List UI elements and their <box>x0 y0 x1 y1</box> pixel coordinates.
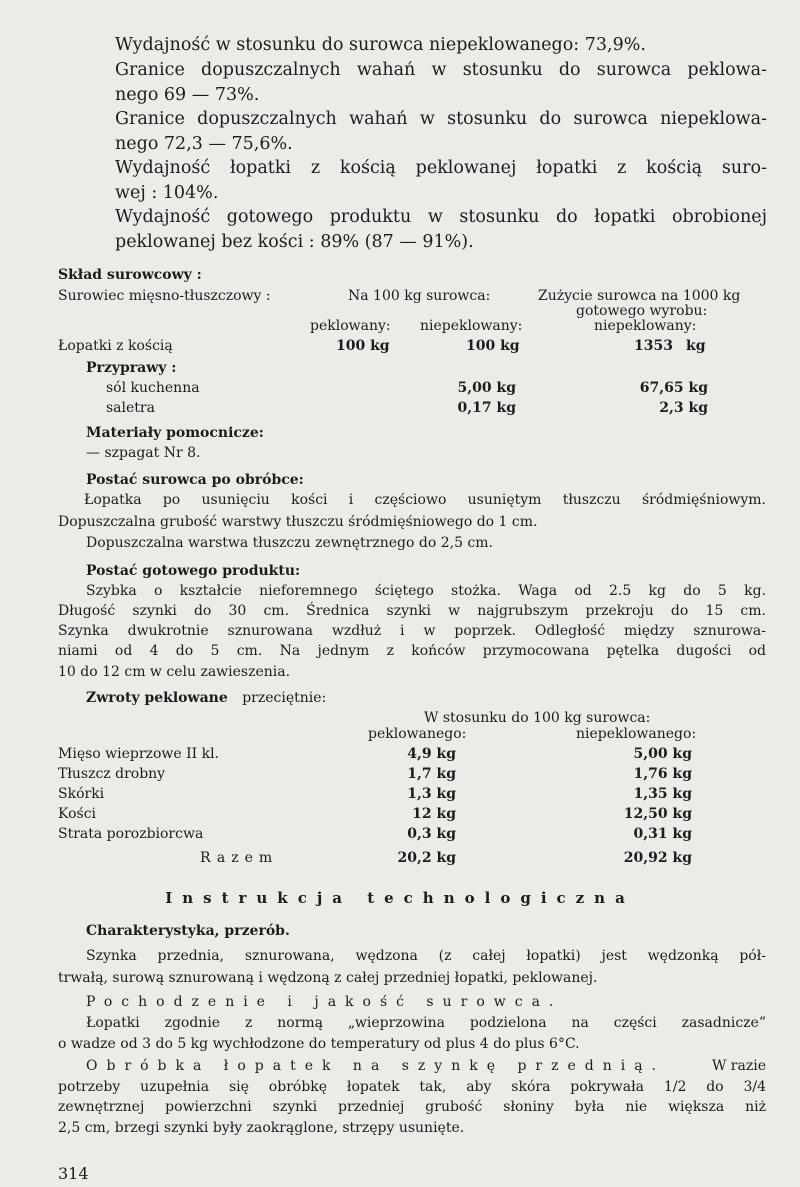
zwroty-row-niepek: 0,31 kg <box>633 826 692 842</box>
zwroty-row-name: Kości <box>58 806 97 822</box>
obrobka-line-2: Dopuszczalna grubość warstwy tłuszczu śródmięśniowego do 1 cm. <box>58 514 538 530</box>
pochodzenie-line-2: o wadze od 3 do 5 kg wychłodzone do temperatury od plus 4 do plus 6°C. <box>58 1036 580 1052</box>
zwroty-razem: Razem <box>200 850 279 866</box>
page-number: 314 <box>58 1164 89 1183</box>
zwroty-row-pek: 0,3 kg <box>407 826 456 842</box>
sklad-column-label: Surowiec mięsno-tłuszczowy : <box>58 288 271 304</box>
sklad-lopatki-niepek: 100 kg <box>466 338 520 354</box>
sklad-materialy: Materiały pomocnicze: <box>86 425 264 441</box>
zwroty-peklowanego: peklowanego: <box>368 726 467 742</box>
zwroty-niepeklowanego: niepeklowanego: <box>576 726 697 742</box>
intro-line-1: Wydajność w stosunku do surowca niepeklowanego: 73,9%. <box>115 35 646 55</box>
zwroty-row-name: Tłuszcz drobny <box>58 766 166 782</box>
sklad-sol-zuz: 67,65 kg <box>639 380 708 396</box>
obrobka-heading: Postać surowca po obróbce: <box>86 472 304 488</box>
produkt-line-4: niami od 4 do 5 cm. Na jednym z końców przymocowana pętelka dugości od <box>58 643 766 659</box>
intro-paragraph-4: Wydajność łopatki z kością peklowanej łopatki z kością suro- wej : 104%. <box>115 158 767 203</box>
zwroty-row-pek: 4,9 kg <box>407 746 456 762</box>
intro-paragraph-2: Granice dopuszczalnych wahań w stosunku do surowca peklowa- nego 69 — 73%. <box>115 60 767 105</box>
sklad-zuzycie-2: gotowego wyrobu: <box>576 303 708 319</box>
obrobka-line-3: Dopuszczalna warstwa tłuszczu zewnętrznego do 2,5 cm. <box>86 535 493 551</box>
zwroty-row-niepek: 5,00 kg <box>633 746 692 762</box>
zwroty-heading: Zwroty peklowane <box>86 690 228 706</box>
sklad-lopatki-zuz-unit: kg <box>686 338 706 354</box>
pochodzenie-heading: Pochodzenie i jakość surowca. <box>86 994 563 1010</box>
intro-paragraph-5: Wydajność gotowego produktu w stosunku do łopatki obrobionej peklowanej bez kości : 89% (87 — 91%). <box>115 207 767 252</box>
obrobka-line-1: Łopatka po usunięciu kości i częściowo usuniętym tłuszczu śródmięśniowym. <box>84 492 766 508</box>
zwroty-row-pek: 12 kg <box>412 806 456 822</box>
produkt-line-5: 10 do 12 cm w celu zawieszenia. <box>58 664 291 680</box>
produkt-line-2: Długość szynki do 30 cm. Średnica szynki w najgrubszym przekroju do 15 cm. <box>58 603 766 619</box>
sklad-przyprawy: Przyprawy : <box>86 360 177 376</box>
obrobka-lopatek-line-2: potrzeby uzupełnia się obróbkę łopatek tak, aby skóra pokrywała 1/2 do 3/4 <box>58 1079 766 1095</box>
sklad-sol: sól kuchenna <box>106 380 200 396</box>
zwroty-row-name: Skórki <box>58 786 105 802</box>
zwroty-heading-2: przeciętnie: <box>242 690 327 706</box>
obrobka-lopatek-line-4: 2,5 cm, brzegi szynki były zaokrąglone, strzępy usunięte. <box>58 1120 465 1136</box>
charakterystyka-line-2: trwałą, surową sznurowaną i wędzoną z całej przedniej łopatki, peklowanej. <box>58 970 598 986</box>
sklad-saletra-zuz: 2,3 kg <box>659 400 708 416</box>
zwroty-row-niepek: 12,50 kg <box>623 806 692 822</box>
sklad-heading: Skład surowcowy : <box>58 267 202 283</box>
sklad-peklowany: peklowany: <box>310 318 391 334</box>
intro-paragraph-3: Granice dopuszczalnych wahań w stosunku do surowca niepeklowa- nego 72,3 — 75,6%. <box>115 109 767 154</box>
produkt-heading: Postać gotowego produktu: <box>86 563 301 579</box>
produkt-line-1: Szybka o kształcie nieforemnego ściętego stożka. Waga od 2.5 kg do 5 kg. <box>86 583 766 599</box>
sklad-szpagat: — szpagat Nr 8. <box>86 445 201 461</box>
zwroty-row-niepek: 1,76 kg <box>633 766 692 782</box>
obrobka-lopatek-heading: Obróbka łopatek na szynkę przednią. <box>86 1058 666 1074</box>
zwroty-razem-pek: 20,2 kg <box>397 850 456 866</box>
sklad-zuzycie-1: Zużycie surowca na 1000 kg <box>538 288 741 304</box>
zwroty-row-name: Mięso wieprzowe II kl. <box>58 746 220 762</box>
sklad-sol-niepek: 5,00 kg <box>457 380 516 396</box>
charakterystyka-heading: Charakterystyka, przerób. <box>86 923 290 939</box>
sklad-saletra-niepek: 0,17 kg <box>457 400 516 416</box>
sklad-lopatki-pek: 100 kg <box>336 338 390 354</box>
sklad-na100: Na 100 kg surowca: <box>348 288 491 304</box>
produkt-line-3: Szynka dwukrotnie sznurowana wzdłuż i w poprzek. Odległość między sznurowa- <box>58 623 766 639</box>
sklad-niepeklowany-2: niepeklowany: <box>594 318 697 334</box>
sklad-niepeklowany: niepeklowany: <box>420 318 523 334</box>
zwroty-wstosunku: W stosunku do 100 kg surowca: <box>424 710 651 726</box>
zwroty-row-pek: 1,3 kg <box>407 786 456 802</box>
obrobka-lopatek-line-1 <box>86 1057 766 1075</box>
sklad-lopatki: Łopatki z kością <box>58 338 173 354</box>
sklad-saletra: saletra <box>106 400 155 416</box>
pochodzenie-line-1: Łopatki zgodnie z normą „wieprzowina podzielona na części zasadnicze” <box>86 1015 766 1031</box>
zwroty-row-name: Strata porozbiorcwa <box>58 826 204 842</box>
zwroty-row-pek: 1,7 kg <box>407 766 456 782</box>
zwroty-razem-niepek: 20,92 kg <box>623 850 692 866</box>
obrobka-lopatek-line-1-rest: W razie <box>711 1058 766 1074</box>
zwroty-row-niepek: 1,35 kg <box>633 786 692 802</box>
zwroty-heading-row <box>86 689 326 707</box>
obrobka-lopatek-line-3: zewnętrznej powierzchni szynki przedniej grubość słoniny była nie większa niż <box>58 1099 766 1115</box>
charakterystyka-line-1: Szynka przednia, sznurowana, wędzona (z całej łopatki) jest wędzonką pół- <box>86 948 766 964</box>
sklad-lopatki-zuz: 1353 <box>634 338 673 354</box>
section-title: Instrukcja technologiczna <box>165 889 635 907</box>
